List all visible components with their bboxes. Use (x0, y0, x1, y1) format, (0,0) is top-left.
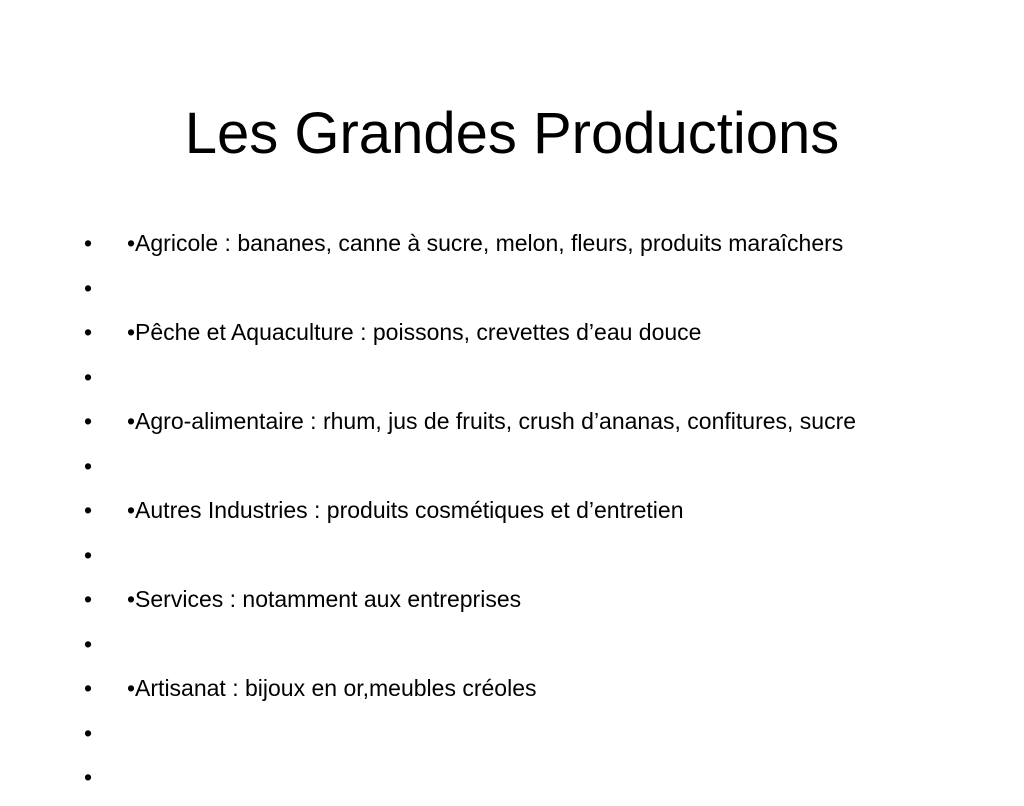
bullet-dot-icon: • (84, 319, 93, 345)
bullet-dot-icon: • (84, 631, 93, 657)
list-item (84, 406, 944, 436)
bullet-dot-icon: • (84, 497, 93, 523)
bullet-dot-icon: • (84, 275, 93, 301)
list-item (84, 540, 944, 570)
list-item (84, 584, 944, 614)
list-item (84, 629, 944, 659)
list-item-text: •Agricole : bananes, canne à sucre, melon, fleurs, produits maraîchers (127, 230, 844, 256)
bullet-dot-icon: • (84, 764, 93, 790)
list-item (84, 317, 944, 347)
bullet-dot-icon: • (84, 720, 93, 746)
bullet-dot-icon: • (84, 408, 93, 434)
list-item (84, 451, 944, 481)
bullet-dot-icon: • (84, 230, 93, 256)
list-item (84, 762, 944, 792)
list-item (84, 273, 944, 303)
list-item-text: •Services : notamment aux entreprises (127, 586, 522, 612)
list-item-text: •Pêche et Aquaculture : poissons, crevettes d’eau douce (127, 319, 702, 345)
list-item-text: •Autres Industries : produits cosmétiques et d’entretien (127, 497, 684, 523)
list-item (84, 228, 944, 258)
list-item (84, 673, 944, 703)
bullet-dot-icon: • (84, 542, 93, 568)
slide-title: Les Grandes Productions (184, 101, 840, 166)
bullet-dot-icon: • (84, 586, 93, 612)
list-item (84, 718, 944, 748)
list-item (84, 362, 944, 392)
bullet-dot-icon: • (84, 364, 93, 390)
bullet-list (84, 228, 944, 806)
bullet-dot-icon: • (84, 453, 93, 479)
list-item (84, 495, 944, 525)
list-item-text: •Agro-alimentaire : rhum, jus de fruits, crush d’ananas, confitures, sucre (127, 408, 857, 434)
list-item-text: •Artisanat : bijoux en or,meubles créoles (127, 675, 537, 701)
bullet-dot-icon: • (84, 675, 93, 701)
